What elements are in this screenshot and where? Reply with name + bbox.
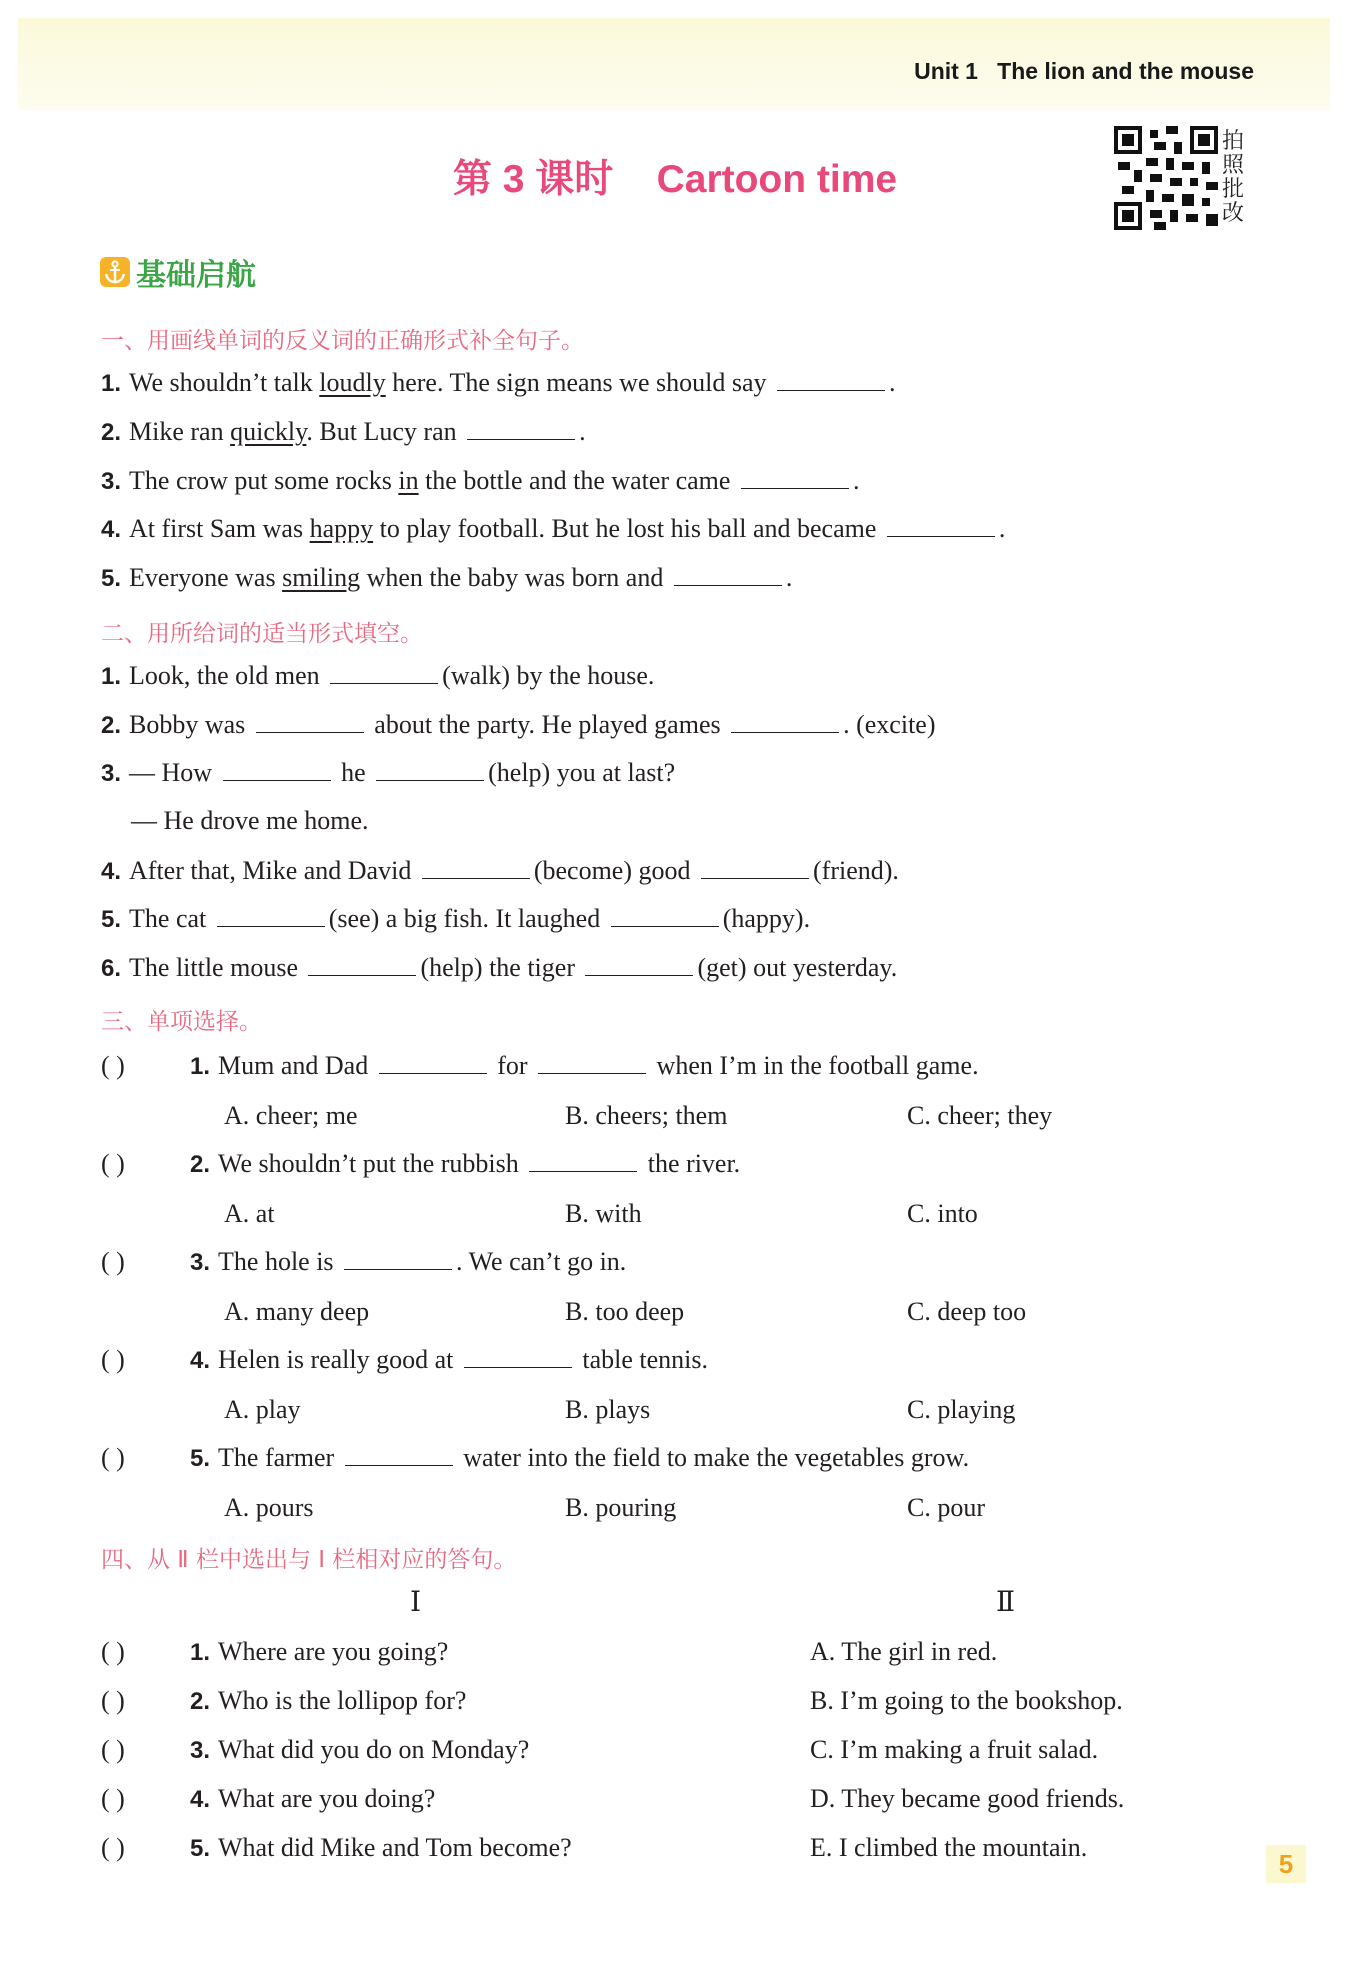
lesson-title: 第 3 课时 Cartoon time [452,158,898,201]
part2-item: 6. The little mouse (help) the tiger (get) out yesterday. [101,953,898,982]
section-title-text: 基础启航 [136,258,256,293]
answer-blank[interactable] [422,856,530,879]
answer-blank[interactable] [777,368,885,391]
answer-paren[interactable]: ( ) [101,1784,125,1813]
mc-question: 4. Helen is really good at table tennis. [190,1345,709,1374]
option-c[interactable]: C. into [907,1199,978,1228]
column-2-header: Ⅱ [996,1587,1016,1618]
option-c[interactable]: C. cheer; they [907,1101,1053,1130]
page-number: 5 [1266,1845,1306,1883]
match-question: 1. Where are you going? [190,1637,449,1666]
match-question: 2. Who is the lollipop for? [190,1686,467,1715]
part2-item: 2. Bobby was about the party. He played games . (excite) [101,710,936,739]
answer-blank [538,1051,646,1074]
option-c[interactable]: C. pour [907,1493,985,1522]
running-header [914,58,1254,85]
answer-blank [344,1247,452,1270]
answer-paren[interactable]: ( ) [101,1051,125,1080]
column-1-header: Ⅰ [410,1587,422,1618]
qr-caption: 拍照批改 [1222,129,1245,226]
part1-title: 一、用画线单词的反义词的正确形式补全句子。 [101,328,584,354]
part2-title: 二、用所给词的适当形式填空。 [101,621,423,647]
answer-paren[interactable]: ( ) [101,1637,125,1666]
anchor-icon [100,257,130,287]
answer-blank[interactable] [217,904,325,927]
match-answer: B. I’m going to the bookshop. [810,1686,1123,1715]
answer-blank[interactable] [887,514,995,537]
match-question: 5. What did Mike and Tom become? [190,1833,572,1862]
option-b[interactable]: B. pouring [565,1493,677,1522]
answer-blank[interactable] [674,563,782,586]
answer-blank[interactable] [330,661,438,684]
part2-item: 3. — How he (help) you at last? [101,758,676,787]
match-answer: E. I climbed the mountain. [810,1833,1088,1862]
answer-paren[interactable]: ( ) [101,1149,125,1178]
match-answer: C. I’m making a fruit salad. [810,1735,1099,1764]
option-b[interactable]: B. with [565,1199,642,1228]
option-b[interactable]: B. plays [565,1395,651,1424]
mc-question: 3. The hole is . We can’t go in. [190,1247,627,1276]
answer-paren[interactable]: ( ) [101,1443,125,1472]
answer-paren[interactable]: ( ) [101,1833,125,1862]
section-title [100,250,256,294]
part1-item: 5. Everyone was smiling when the baby was born and . [101,563,793,592]
mc-question: 2. We shouldn’t put the rubbish the river. [190,1149,741,1178]
answer-blank [345,1443,453,1466]
part4-title: 四、从 Ⅱ 栏中选出与 Ⅰ 栏相对应的答句。 [101,1547,517,1573]
answer-blank [529,1149,637,1172]
part3-title: 三、单项选择。 [101,1009,262,1035]
option-b[interactable]: B. cheers; them [565,1101,728,1130]
answer-paren[interactable]: ( ) [101,1735,125,1764]
match-question: 4. What are you doing? [190,1784,436,1813]
match-answer: A. The girl in red. [810,1637,998,1666]
part1-item: 3. The crow put some rocks in the bottle and the water came . [101,466,860,495]
answer-blank[interactable] [256,710,364,733]
option-b[interactable]: B. too deep [565,1297,685,1326]
answer-blank[interactable] [701,856,809,879]
match-answer: D. They became good friends. [810,1784,1125,1813]
unit-title: The lion and the mouse [997,58,1254,84]
answer-blank [379,1051,487,1074]
qr-code-icon[interactable] [1114,126,1218,230]
match-question: 3. What did you do on Monday? [190,1735,530,1764]
option-a[interactable]: A. many deep [224,1297,370,1326]
part2-item: — He drove me home. [131,806,369,835]
answer-blank[interactable] [731,710,839,733]
answer-blank[interactable] [467,417,575,440]
option-a[interactable]: A. cheer; me [224,1101,358,1130]
answer-paren[interactable]: ( ) [101,1686,125,1715]
part1-item: 2. Mike ran quickly. But Lucy ran . [101,417,586,446]
part1-item: 1. We shouldn’t talk loudly here. The sign means we should say . [101,368,896,397]
answer-blank[interactable] [223,758,331,781]
option-a[interactable]: A. pours [224,1493,314,1522]
part2-item: 1. Look, the old men (walk) by the house. [101,661,655,690]
answer-blank[interactable] [585,953,693,976]
part2-item: 5. The cat (see) a big fish. It laughed (happy). [101,904,811,933]
unit-label: Unit 1 [914,58,978,84]
option-c[interactable]: C. deep too [907,1297,1027,1326]
option-c[interactable]: C. playing [907,1395,1016,1424]
option-a[interactable]: A. at [224,1199,275,1228]
answer-blank[interactable] [376,758,484,781]
answer-paren[interactable]: ( ) [101,1247,125,1276]
answer-blank[interactable] [308,953,416,976]
answer-blank[interactable] [741,466,849,489]
mc-question: 1. Mum and Dad for when I’m in the football game. [190,1051,979,1080]
answer-blank [464,1345,572,1368]
part1-item: 4. At first Sam was happy to play football. But he lost his ball and became . [101,514,1006,543]
answer-paren[interactable]: ( ) [101,1345,125,1374]
option-a[interactable]: A. play [224,1395,301,1424]
part2-item: 4. After that, Mike and David (become) good (friend). [101,856,899,885]
mc-question: 5. The farmer water into the field to make the vegetables grow. [190,1443,970,1472]
answer-blank[interactable] [611,904,719,927]
